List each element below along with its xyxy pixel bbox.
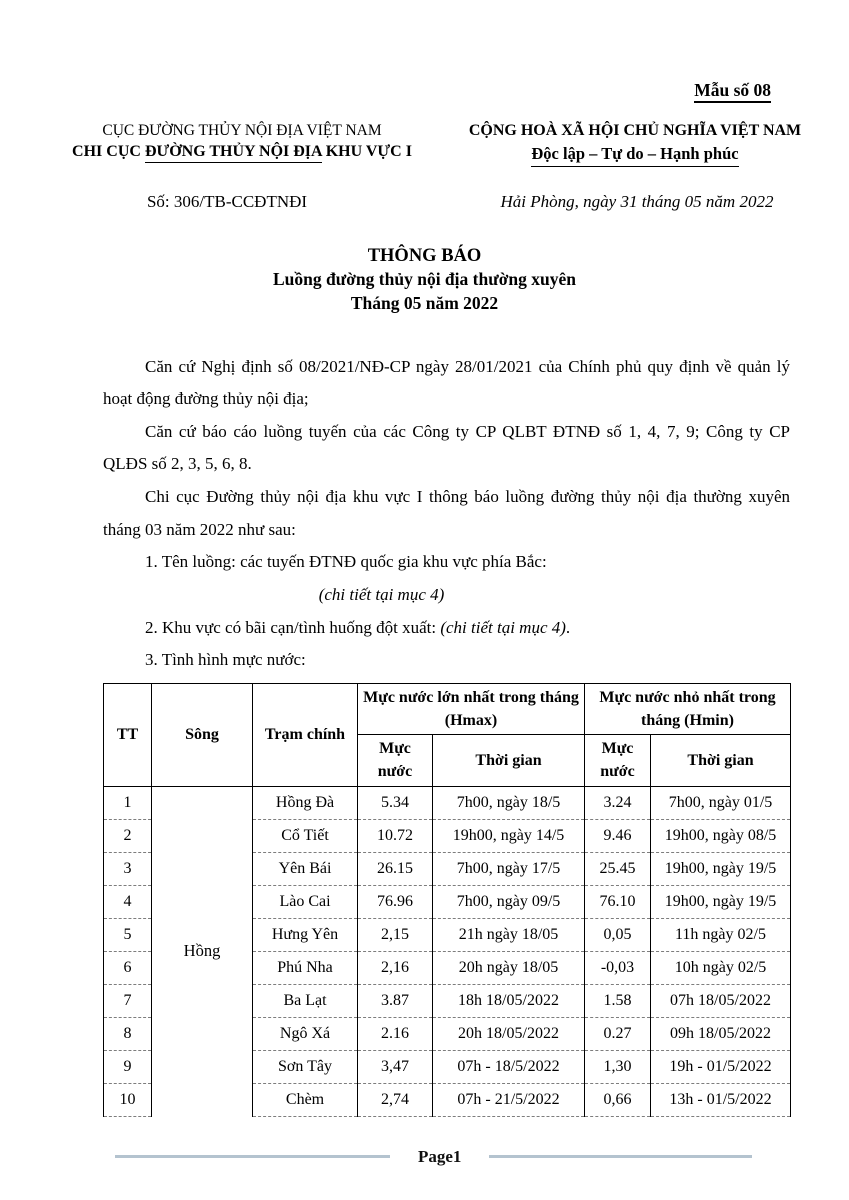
cell-station: Cổ Tiết <box>253 819 358 852</box>
title-line-1: THÔNG BÁO <box>367 246 482 266</box>
national-motto-block <box>450 122 820 167</box>
col-header-hmin: Mực nước nhỏ nhất trong tháng (Hmin) <box>585 683 791 734</box>
cell-hmin-time: 19h - 01/5/2022 <box>651 1050 791 1083</box>
paragraph-legal-basis-1: Căn cứ Nghị định số 08/2021/NĐ-CP ngày 28/01/2021 của Chính phủ quy định về quản lý hoạt động đường thủy nội địa; <box>103 356 790 409</box>
col-header-hmax-time: Thời gian <box>433 735 585 786</box>
cell-hmax-level: 3.87 <box>358 984 433 1017</box>
cell-tt: 10 <box>104 1083 152 1116</box>
cell-hmin-time: 11h ngày 02/5 <box>651 918 791 951</box>
cell-station: Ba Lạt <box>253 984 358 1017</box>
reference-row <box>0 192 849 212</box>
list-item-1-note: (chi tiết tại mục 4) <box>318 584 445 604</box>
cell-tt: 3 <box>104 852 152 885</box>
parent-org-name: CỤC ĐƯỜNG THỦY NỘI ĐỊA VIỆT NAM <box>102 122 382 139</box>
issuing-org-block <box>62 122 422 167</box>
cell-hmax-time: 07h - 18/5/2022 <box>433 1050 585 1083</box>
cell-tt: 9 <box>104 1050 152 1083</box>
title-line-3: Tháng 05 năm 2022 <box>350 292 499 313</box>
place-date: Hải Phòng, ngày 31 tháng 05 năm 2022 <box>500 192 774 211</box>
cell-hmax-level: 2.16 <box>358 1017 433 1050</box>
cell-hmin-time: 10h ngày 02/5 <box>651 951 791 984</box>
cell-station: Sơn Tây <box>253 1050 358 1083</box>
footer-rule-right <box>489 1155 752 1158</box>
cell-station: Hưng Yên <box>253 918 358 951</box>
cell-hmax-level: 76.96 <box>358 885 433 918</box>
cell-tt: 2 <box>104 819 152 852</box>
cell-hmin-time: 19h00, ngày 19/5 <box>651 852 791 885</box>
page-footer <box>115 1147 849 1167</box>
cell-station: Phú Nha <box>253 951 358 984</box>
col-header-tram-chinh: Trạm chính <box>253 683 358 786</box>
document-header <box>0 122 849 167</box>
cell-hmax-level: 3,47 <box>358 1050 433 1083</box>
footer-rule-left <box>115 1155 390 1158</box>
cell-tt: 5 <box>104 918 152 951</box>
cell-hmax-level: 2,15 <box>358 918 433 951</box>
col-header-hmax: Mực nước lớn nhất trong tháng (Hmax) <box>358 683 585 734</box>
list-item-3: 3. Tình hình mực nước: <box>145 650 306 670</box>
cell-hmin-level: 0.27 <box>585 1017 651 1050</box>
form-number <box>0 0 849 101</box>
cell-hmin-level: 9.46 <box>585 819 651 852</box>
cell-hmax-time: 7h00, ngày 17/5 <box>433 852 585 885</box>
cell-hmax-time: 7h00, ngày 09/5 <box>433 885 585 918</box>
cell-tt: 7 <box>104 984 152 1017</box>
cell-hmin-time: 13h - 01/5/2022 <box>651 1083 791 1116</box>
cell-hmin-time: 19h00, ngày 08/5 <box>651 819 791 852</box>
cell-hmax-level: 10.72 <box>358 819 433 852</box>
col-header-hmax-level: Mực nước <box>358 735 433 786</box>
table-body <box>104 786 791 1116</box>
col-header-tt: TT <box>104 683 152 786</box>
cell-hmax-level: 2,74 <box>358 1083 433 1116</box>
cell-station: Chèm <box>253 1083 358 1116</box>
cell-hmin-time: 09h 18/05/2022 <box>651 1017 791 1050</box>
cell-hmax-level: 2,16 <box>358 951 433 984</box>
document-number: Số: 306/TB-CCĐTNĐI <box>146 192 308 211</box>
col-header-song: Sông <box>152 683 253 786</box>
cell-hmin-time: 7h00, ngày 01/5 <box>651 786 791 819</box>
cell-hmin-level: 1.58 <box>585 984 651 1017</box>
page-number-label: Page1 <box>418 1146 462 1166</box>
paragraph-legal-basis-2: Căn cứ báo cáo luồng tuyến của các Công ty CP QLBT ĐTNĐ số 1, 4, 7, 9; Công ty CP QLĐS số 2, 3, 5, 6, 8. <box>103 421 790 474</box>
national-motto: Độc lập – Tự do – Hạnh phúc <box>531 144 738 167</box>
cell-hmax-time: 20h 18/05/2022 <box>433 1017 585 1050</box>
list-item-1: 1. Tên luồng: các tuyến ĐTNĐ quốc gia khu vực phía Bắc: <box>145 552 547 572</box>
cell-hmax-time: 07h - 21/5/2022 <box>433 1083 585 1116</box>
cell-hmin-level: 3.24 <box>585 786 651 819</box>
cell-station: Ngô Xá <box>253 1017 358 1050</box>
national-title: CỘNG HOÀ XÃ HỘI CHỦ NGHĨA VIỆT NAM <box>468 122 802 139</box>
issuing-org-name: CHI CỤC ĐƯỜNG THỦY NỘI ĐỊA KHU VỰC I <box>62 143 422 161</box>
cell-hmax-time: 19h00, ngày 14/5 <box>433 819 585 852</box>
cell-tt: 8 <box>104 1017 152 1050</box>
document-body <box>103 351 790 677</box>
cell-river-name: Hồng <box>152 786 253 1116</box>
cell-hmin-time: 07h 18/05/2022 <box>651 984 791 1017</box>
cell-hmin-level: 1,30 <box>585 1050 651 1083</box>
col-header-hmin-time: Thời gian <box>651 735 791 786</box>
cell-station: Yên Bái <box>253 852 358 885</box>
water-level-table-wrapper <box>103 683 790 1117</box>
cell-tt: 1 <box>104 786 152 819</box>
cell-hmax-time: 20h ngày 18/05 <box>433 951 585 984</box>
cell-hmin-level: -0,03 <box>585 951 651 984</box>
cell-hmin-level: 0,66 <box>585 1083 651 1116</box>
paragraph-announcement: Chi cục Đường thủy nội địa khu vực I thông báo luồng đường thủy nội địa thường xuyên tháng 03 năm 2022 như sau: <box>103 487 790 539</box>
list-item-2-note: (chi tiết tại mục 4) <box>440 617 566 637</box>
cell-hmin-level: 76.10 <box>585 885 651 918</box>
cell-hmax-time: 18h 18/05/2022 <box>433 984 585 1017</box>
cell-station: Lào Cai <box>253 885 358 918</box>
form-number-text: Mẫu số 08 <box>694 80 771 103</box>
cell-hmin-level: 25.45 <box>585 852 651 885</box>
cell-hmax-time: 7h00, ngày 18/5 <box>433 786 585 819</box>
water-level-table <box>103 683 791 1117</box>
cell-hmax-time: 21h ngày 18/05 <box>433 918 585 951</box>
cell-hmax-level: 5.34 <box>358 786 433 819</box>
cell-hmin-level: 0,05 <box>585 918 651 951</box>
org-name-underlined: ĐƯỜNG THỦY NỘI ĐỊA <box>145 143 322 163</box>
cell-hmax-level: 26.15 <box>358 852 433 885</box>
title-line-2: Luồng đường thủy nội địa thường xuyên <box>273 269 576 290</box>
list-item-2: 2. Khu vực có bãi cạn/tình huống đột xuất: (chi tiết tại mục 4). <box>145 617 571 637</box>
table-row <box>104 786 791 819</box>
cell-tt: 4 <box>104 885 152 918</box>
col-header-hmin-level: Mực nước <box>585 735 651 786</box>
cell-hmin-time: 19h00, ngày 19/5 <box>651 885 791 918</box>
cell-station: Hồng Đà <box>253 786 358 819</box>
cell-tt: 6 <box>104 951 152 984</box>
document-title <box>0 244 849 315</box>
